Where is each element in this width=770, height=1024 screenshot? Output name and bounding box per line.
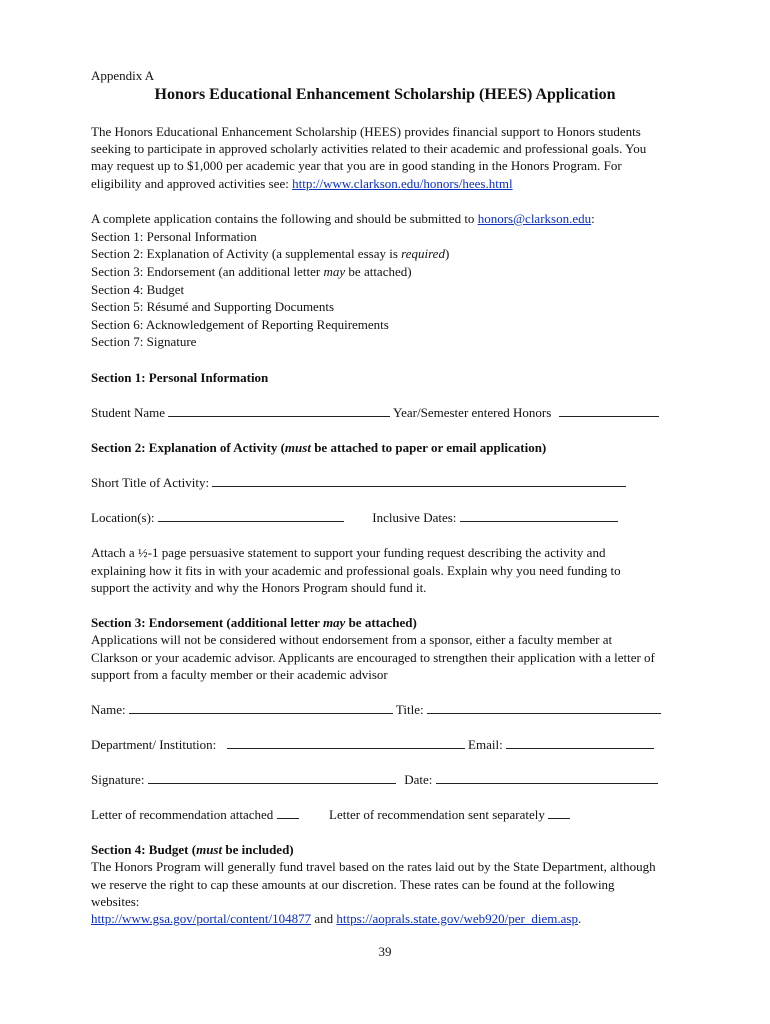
submit-text: A complete application contains the following and should be submitted to	[91, 211, 478, 226]
section-3-paragraph-3: support from a faculty member or their academic advisor	[91, 667, 388, 682]
section-list-item-2	[91, 245, 449, 262]
section-4-heading-text: Section 4: Budget (	[91, 842, 197, 857]
section-list-item-6: Section 6: Acknowledgement of Reporting Requirements	[91, 317, 389, 332]
gsa-link[interactable]: http://www.gsa.gov/portal/content/104877	[91, 911, 312, 926]
section-4-emphasis: must	[196, 842, 223, 857]
section-4-paragraph-2: we reserve the right to cap these amounts at our discretion. These rates can be found at the following	[91, 877, 615, 892]
section-list-item-3	[91, 263, 412, 280]
signature-date-field[interactable]	[436, 771, 658, 784]
s2-text: Section 2: Explanation of Activity (a supplemental essay is	[91, 246, 402, 261]
section-1-heading: Section 1: Personal Information	[91, 370, 269, 385]
short-title-field[interactable]	[212, 474, 626, 487]
inclusive-dates-label: Inclusive Dates:	[372, 510, 457, 525]
section-2-heading-rest: be attached to paper or email application)	[310, 440, 547, 455]
section-3-heading-text: Section 3: Endorsement (additional letter	[91, 615, 323, 630]
section-list-item-7: Section 7: Signature	[91, 334, 197, 349]
links-period: .	[577, 911, 582, 926]
intro-line-4	[91, 175, 513, 192]
letter-separate-field[interactable]	[548, 806, 570, 819]
student-name-field[interactable]	[168, 404, 390, 417]
student-name-row	[91, 404, 659, 421]
s3-emphasis: may	[323, 264, 346, 279]
location-label: Location(s):	[91, 510, 155, 525]
honors-email-link[interactable]: honors@clarkson.edu	[477, 211, 592, 226]
section-4-heading	[91, 841, 294, 858]
department-field[interactable]	[227, 736, 465, 749]
sponsor-name-field[interactable]	[129, 701, 393, 714]
department-row	[91, 736, 654, 753]
links-and: and	[311, 911, 337, 926]
section-2-emphasis: must	[284, 440, 311, 455]
intro-line-3: may request up to $1,000 per academic year that you are in good standing in the Honors Program. For	[91, 158, 622, 173]
appendix-label: Appendix A	[91, 68, 155, 83]
section-3-paragraph-2: Clarkson or your academic advisor. Applicants are encouraged to strengthen their application with a letter of	[91, 650, 655, 665]
sponsor-title-field[interactable]	[427, 701, 661, 714]
submit-colon: :	[591, 211, 595, 226]
intro-line-2: seeking to participate in approved scholarly activities related to their academic and professional goals. You	[91, 141, 647, 156]
section-2-paragraph-3: support the activity and why the Honors Program should fund it.	[91, 580, 427, 595]
section-4-paragraph-1: The Honors Program will generally fund travel based on the rates laid out by the State Department, although	[91, 859, 656, 874]
sponsor-title-label: Title:	[395, 702, 424, 717]
sponsor-email-field[interactable]	[506, 736, 654, 749]
s3-close: be attached)	[345, 264, 412, 279]
signature-label: Signature:	[91, 772, 145, 787]
student-name-label: Student Name	[91, 405, 166, 420]
aoprals-link[interactable]: https://aoprals.state.gov/web920/per_diem.asp	[336, 911, 578, 926]
s2-emphasis: required	[401, 246, 445, 261]
section-2-paragraph-2: explaining how it fits in with your academic and professional goals. Explain why you need funding to	[91, 563, 621, 578]
sponsor-name-row	[91, 701, 661, 718]
section-4-paragraph-3: websites:	[91, 894, 140, 909]
sponsor-name-label: Name:	[91, 702, 126, 717]
letter-separate-label: Letter of recommendation sent separately	[329, 807, 545, 822]
submit-line	[91, 210, 595, 227]
section-list-item-1: Section 1: Personal Information	[91, 229, 257, 244]
year-semester-label: Year/Semester entered Honors	[393, 405, 552, 420]
section-3-emphasis: may	[322, 615, 346, 630]
signature-field[interactable]	[148, 771, 396, 784]
section-3-paragraph-1: Applications will not be considered without endorsement from a sponsor, either a faculty member at	[91, 632, 613, 647]
section-4-links	[91, 910, 581, 927]
intro-line-1: The Honors Educational Enhancement Scholarship (HEES) provides financial support to Honors students	[91, 124, 641, 139]
section-3-heading-rest: be attached)	[345, 615, 417, 630]
signature-date-label: Date:	[404, 772, 433, 787]
short-title-label: Short Title of Activity:	[91, 475, 210, 490]
short-title-row	[91, 474, 626, 491]
page-number: 39	[378, 944, 392, 959]
section-3-heading	[91, 614, 417, 631]
signature-row	[91, 771, 658, 788]
section-list-item-5: Section 5: Résumé and Supporting Documents	[91, 299, 335, 314]
section-2-heading	[91, 439, 546, 456]
section-list-item-4: Section 4: Budget	[91, 282, 185, 297]
s3-text: Section 3: Endorsement (an additional letter	[91, 264, 324, 279]
department-label: Department/ Institution:	[91, 737, 217, 752]
year-semester-field[interactable]	[559, 404, 659, 417]
letter-attached-field[interactable]	[277, 806, 299, 819]
location-field[interactable]	[158, 509, 344, 522]
section-2-paragraph-1: Attach a ½-1 page persuasive statement to support your funding request describing the activity and	[91, 545, 606, 560]
section-2-heading-text: Section 2: Explanation of Activity (	[91, 440, 285, 455]
intro-line-4-text: eligibility and approved activities see:	[91, 176, 293, 191]
hees-link[interactable]: http://www.clarkson.edu/honors/hees.html	[292, 176, 513, 191]
letter-attached-label: Letter of recommendation attached	[91, 807, 274, 822]
sponsor-email-label: Email:	[468, 737, 503, 752]
location-dates-row	[91, 509, 618, 526]
page-title: Honors Educational Enhancement Scholarship (HEES) Application	[154, 86, 616, 103]
section-4-heading-rest: be included)	[222, 842, 294, 857]
inclusive-dates-field[interactable]	[460, 509, 618, 522]
s2-close: )	[444, 246, 450, 261]
letter-row	[91, 806, 570, 823]
